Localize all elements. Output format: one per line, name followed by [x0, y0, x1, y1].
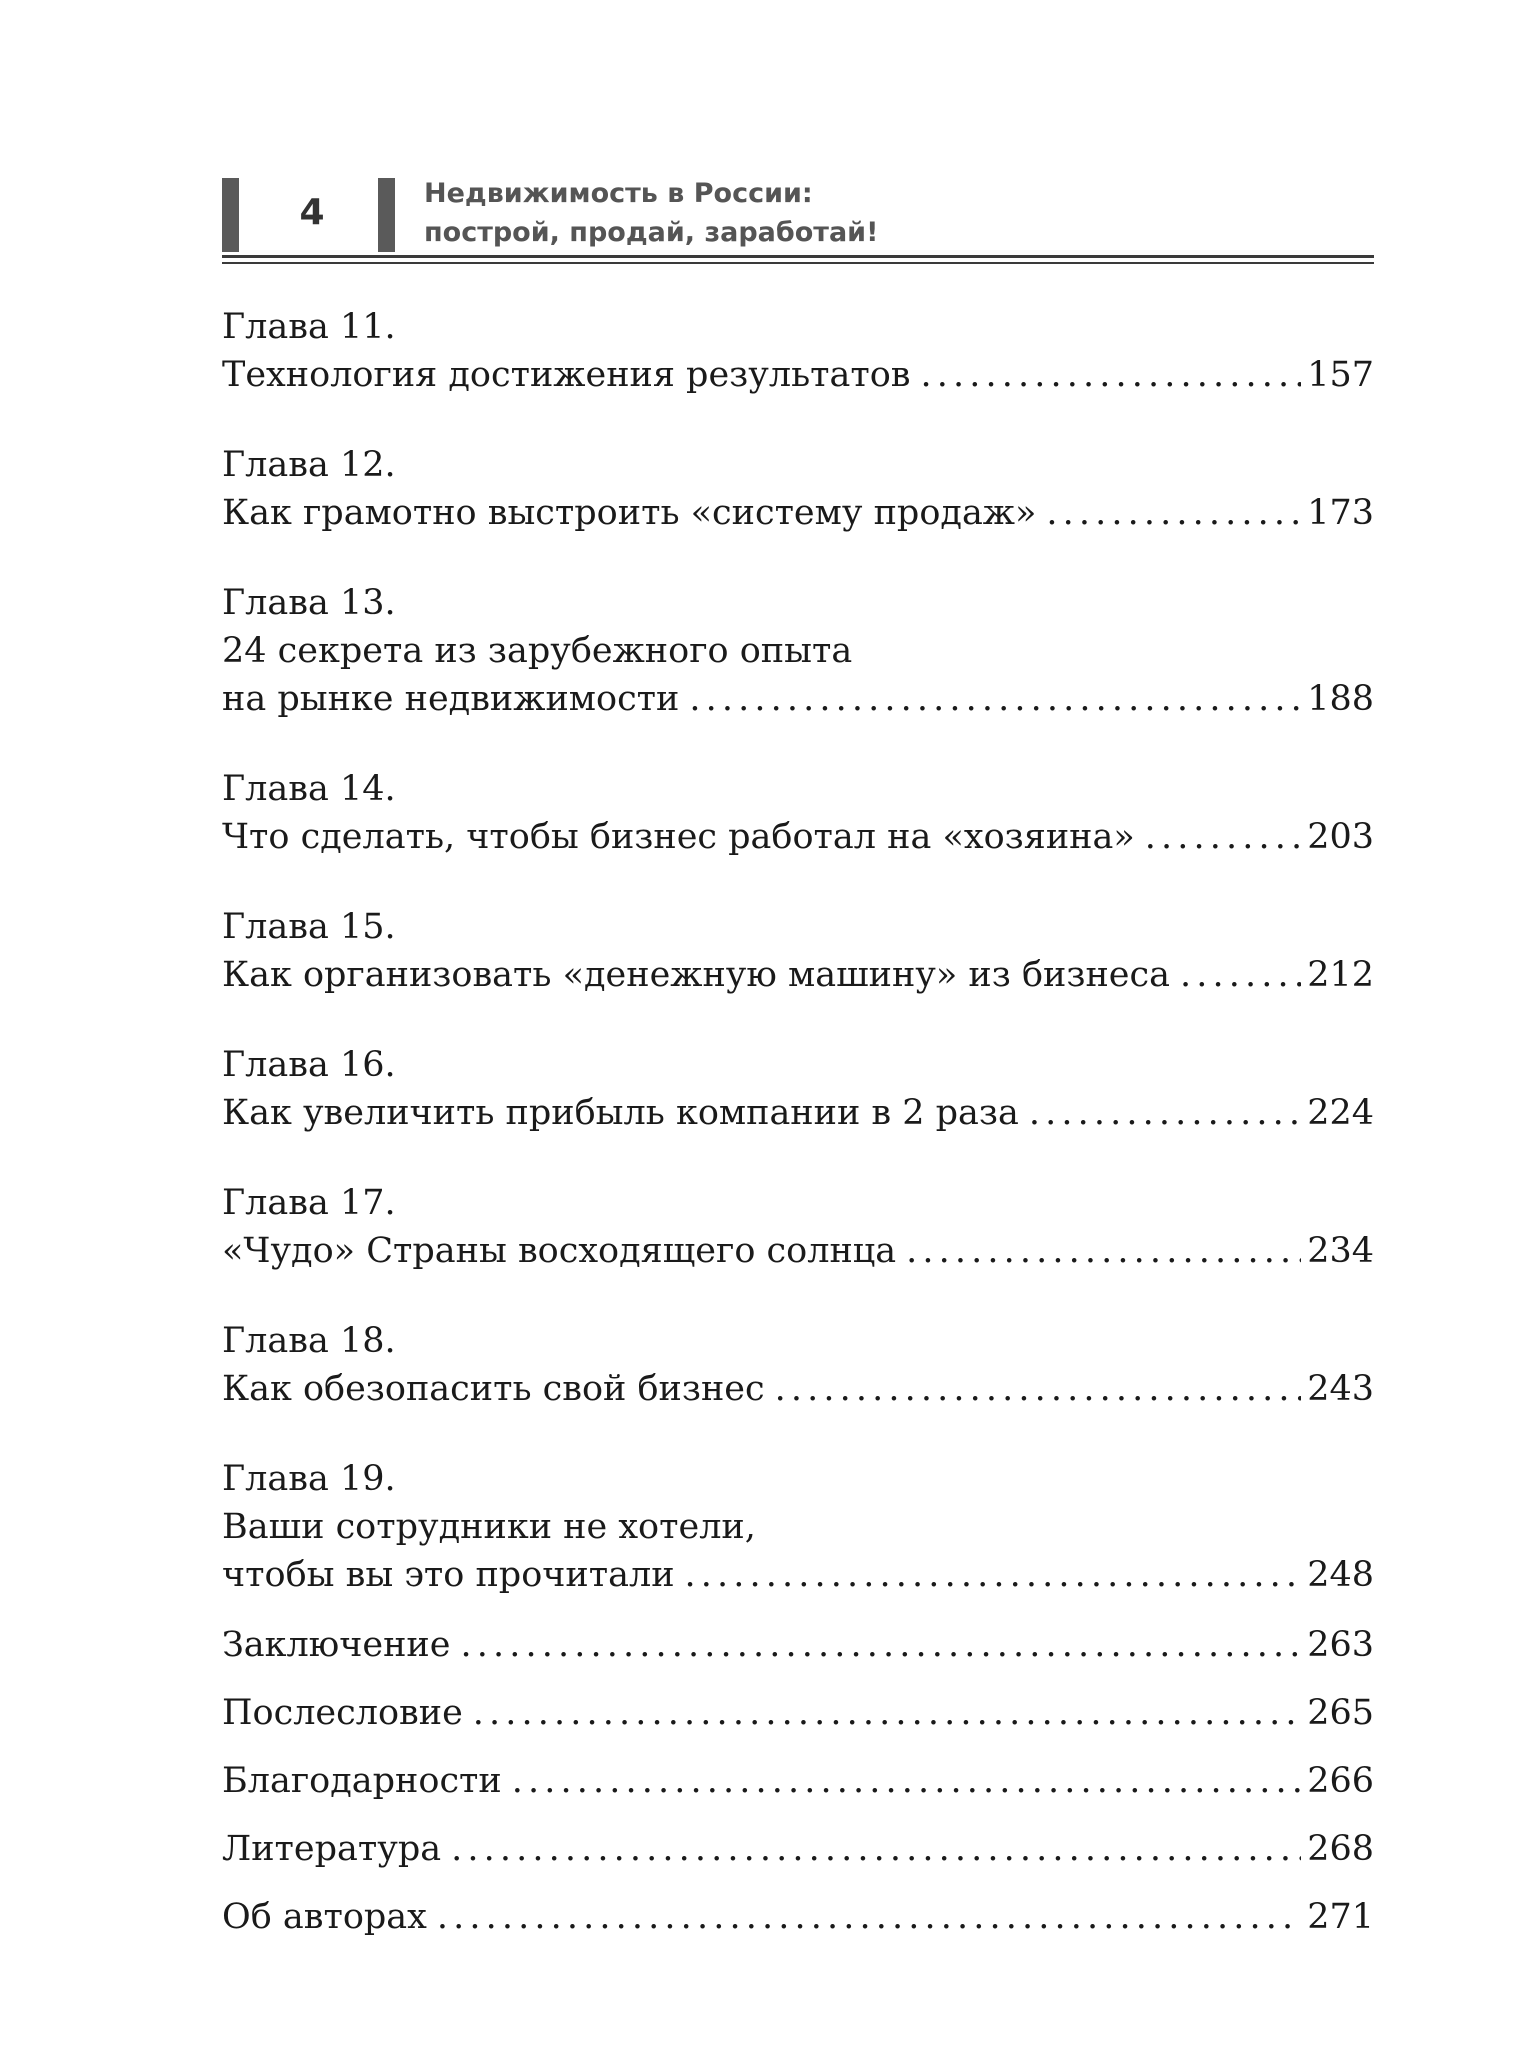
dot-leader — [775, 1365, 1302, 1413]
dot-leader — [1180, 951, 1301, 999]
chapter-label: Глава 13. — [222, 583, 396, 623]
section-title: Благодарности — [222, 1761, 502, 1801]
chapter-title: Как грамотно выстроить «систему продаж» — [222, 493, 1037, 533]
chapter-label: Глава 18. — [222, 1321, 396, 1361]
toc-entry-chapter-18 — [222, 1317, 1374, 1413]
page-ref: 248 — [1307, 1555, 1374, 1595]
chapter-title: Что сделать, чтобы бизнес работал на «хозяина» — [222, 817, 1135, 857]
dot-leader — [473, 1689, 1301, 1737]
running-title-line-1: Недвижимость в России: — [424, 178, 813, 209]
section-title: Заключение — [222, 1625, 451, 1665]
section-title: Послесловие — [222, 1693, 463, 1733]
dot-leader — [921, 351, 1302, 399]
page-number: 4 — [299, 192, 325, 233]
table-of-contents — [222, 303, 1374, 1961]
toc-entry-conclusion — [222, 1621, 1374, 1669]
page-ref: 203 — [1307, 817, 1374, 857]
chapter-label: Глава 12. — [222, 445, 396, 485]
chapter-label: Глава 15. — [222, 907, 396, 947]
chapter-label: Глава 16. — [222, 1045, 396, 1085]
header-bar-middle — [378, 178, 395, 252]
section-title: Литература — [222, 1829, 442, 1869]
page-ref: 188 — [1307, 679, 1374, 719]
toc-entry-chapter-11 — [222, 303, 1374, 399]
chapter-label: Глава 17. — [222, 1183, 396, 1223]
toc-entry-acknowledgements — [222, 1757, 1374, 1805]
section-title: Об авторах — [222, 1897, 427, 1937]
toc-entry-chapter-14 — [222, 765, 1374, 861]
dot-leader — [1046, 489, 1301, 537]
dot-leader — [906, 1227, 1301, 1275]
header-bar-left — [222, 178, 239, 252]
running-title-line-2: построй, продай, заработай! — [424, 217, 879, 248]
page-ref: 268 — [1307, 1829, 1374, 1869]
toc-entry-chapter-13 — [222, 579, 1374, 723]
chapter-title: на рынке недвижимости — [222, 679, 680, 719]
header-rule-thin — [222, 262, 1374, 264]
page-ref: 173 — [1307, 493, 1374, 533]
toc-entry-chapter-15 — [222, 903, 1374, 999]
dot-leader — [1029, 1089, 1301, 1137]
chapter-title: Как обезопасить свой бизнес — [222, 1369, 765, 1409]
running-header — [222, 172, 1374, 262]
dot-leader — [437, 1893, 1301, 1941]
chapter-title: Как организовать «денежную машину» из бизнеса — [222, 955, 1170, 995]
page-ref: 212 — [1307, 955, 1374, 995]
chapter-title: чтобы вы это прочитали — [222, 1555, 675, 1595]
page-ref: 266 — [1307, 1761, 1374, 1801]
chapter-title-line-1: 24 секрета из зарубежного опыта — [222, 631, 853, 671]
page-ref: 265 — [1307, 1693, 1374, 1733]
chapter-title: «Чудо» Страны восходящего солнца — [222, 1231, 897, 1271]
toc-entry-chapter-16 — [222, 1041, 1374, 1137]
dot-leader — [460, 1621, 1301, 1669]
dot-leader — [512, 1757, 1301, 1805]
toc-entry-literature — [222, 1825, 1374, 1873]
toc-entry-chapter-19 — [222, 1455, 1374, 1599]
chapter-title: Как увеличить прибыль компании в 2 раза — [222, 1093, 1019, 1133]
dot-leader — [451, 1825, 1301, 1873]
toc-entry-afterword — [222, 1689, 1374, 1737]
running-title — [424, 174, 878, 252]
chapter-title: Технология достижения результатов — [222, 355, 911, 395]
chapter-label: Глава 11. — [222, 307, 396, 347]
toc-entry-chapter-17 — [222, 1179, 1374, 1275]
dot-leader — [685, 1551, 1302, 1599]
page-ref: 234 — [1307, 1231, 1374, 1271]
chapter-title-line-1: Ваши сотрудники не хотели, — [222, 1507, 756, 1547]
chapter-label: Глава 14. — [222, 769, 396, 809]
toc-entry-chapter-12 — [222, 441, 1374, 537]
dot-leader — [1145, 813, 1301, 861]
page-ref: 157 — [1307, 355, 1374, 395]
dot-leader — [689, 675, 1301, 723]
page-ref: 224 — [1307, 1093, 1374, 1133]
chapter-label: Глава 19. — [222, 1459, 396, 1499]
toc-entry-authors — [222, 1893, 1374, 1941]
page-ref: 263 — [1307, 1625, 1374, 1665]
page-ref: 243 — [1307, 1369, 1374, 1409]
header-rule — [222, 255, 1374, 258]
page-ref: 271 — [1307, 1897, 1374, 1937]
